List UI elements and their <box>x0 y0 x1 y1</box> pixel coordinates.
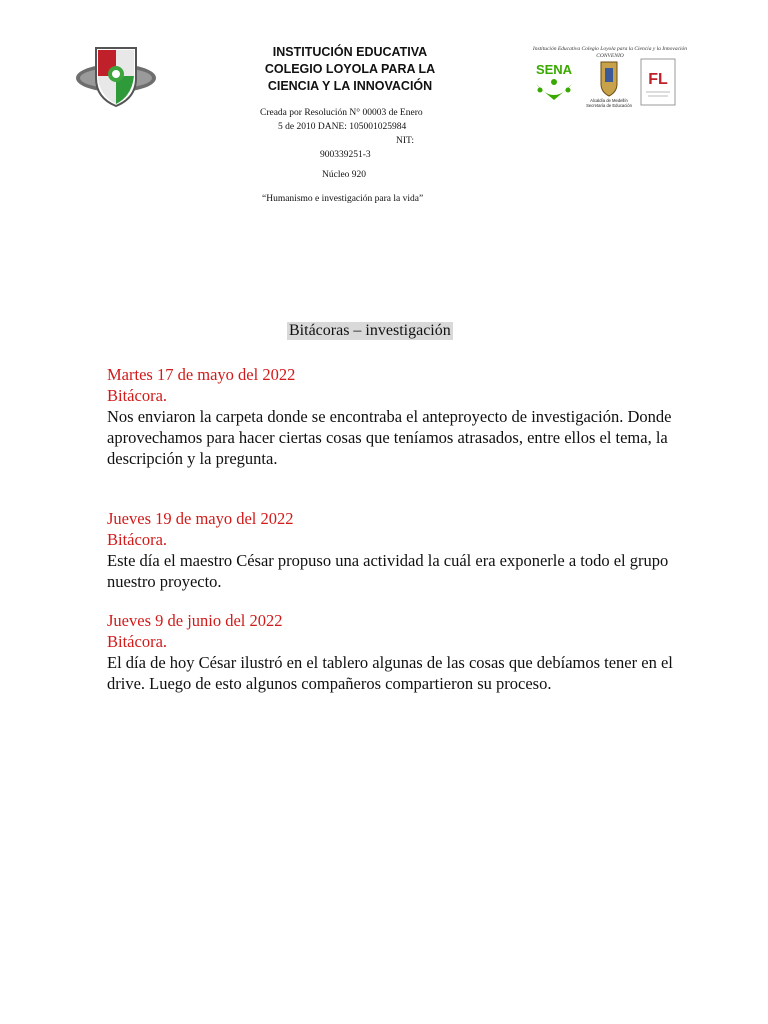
log-entry <box>107 364 687 469</box>
school-name-line: INSTITUCIÓN EDUCATIVA <box>272 45 428 59</box>
nit-value: 900339251-3 <box>320 150 371 160</box>
fl-logo <box>640 58 676 106</box>
convenio-caption-line: Institución Educativa Colegio Loyola para la Ciencia y la Innovación <box>532 46 688 52</box>
school-name <box>240 44 460 95</box>
entry-text: Nos enviaron la carpeta donde se encontraba el anteproyecto de investigación. Donde aprovechamos para hacer ciertas cosas que teníamos atrasados, entre ellos el tema, la descripción y la pregunta. <box>107 407 672 468</box>
resolution-line: Creada por Resolución N° 00003 de Enero <box>260 108 423 118</box>
alcaldia-medellin-logo <box>584 58 634 108</box>
entry-label: Bitácora. <box>107 632 168 651</box>
nucleo-label: Núcleo 920 <box>322 170 367 180</box>
school-name-line: CIENCIA Y LA INNOVACIÓN <box>267 79 433 93</box>
nit-label: NIT: <box>396 136 414 146</box>
document-title: Bitácoras – investigación <box>289 322 451 339</box>
entry-text: El día de hoy César ilustró en el tablero algunas de las cosas que debíamos tener en el drive. Luego de esto algunos compañeros compartieron su proceso. <box>107 653 673 693</box>
alcaldia-name: Alcaldía de Medellín <box>590 98 628 103</box>
fl-logo-text: FL <box>648 71 668 88</box>
sena-logo <box>530 60 578 106</box>
school-motto: “Humanismo e investigación para la vida” <box>262 194 424 204</box>
entry-text: Este día el maestro César propuso una actividad la cuál era exponerle a todo el grupo nuestro proyecto. <box>107 551 669 591</box>
entry-label: Bitácora. <box>107 530 168 549</box>
school-name-line: COLEGIO LOYOLA PARA LA <box>264 62 436 76</box>
convenio-caption-line: CONVENIO <box>596 53 624 59</box>
entry-date: Martes 17 de mayo del 2022 <box>107 365 296 384</box>
entry-date: Jueves 19 de mayo del 2022 <box>107 509 294 528</box>
entry-label: Bitácora. <box>107 386 168 405</box>
sena-logo-text: SENA <box>535 62 573 77</box>
alcaldia-dept: Secretaría de Educación <box>586 103 632 108</box>
resolution-dane-line: 5 de 2010 DANE: 105001025984 <box>278 122 407 132</box>
entry-date: Jueves 9 de junio del 2022 <box>107 611 283 630</box>
log-entry <box>107 610 687 694</box>
log-entry <box>107 508 687 592</box>
school-crest-logo <box>74 42 158 110</box>
